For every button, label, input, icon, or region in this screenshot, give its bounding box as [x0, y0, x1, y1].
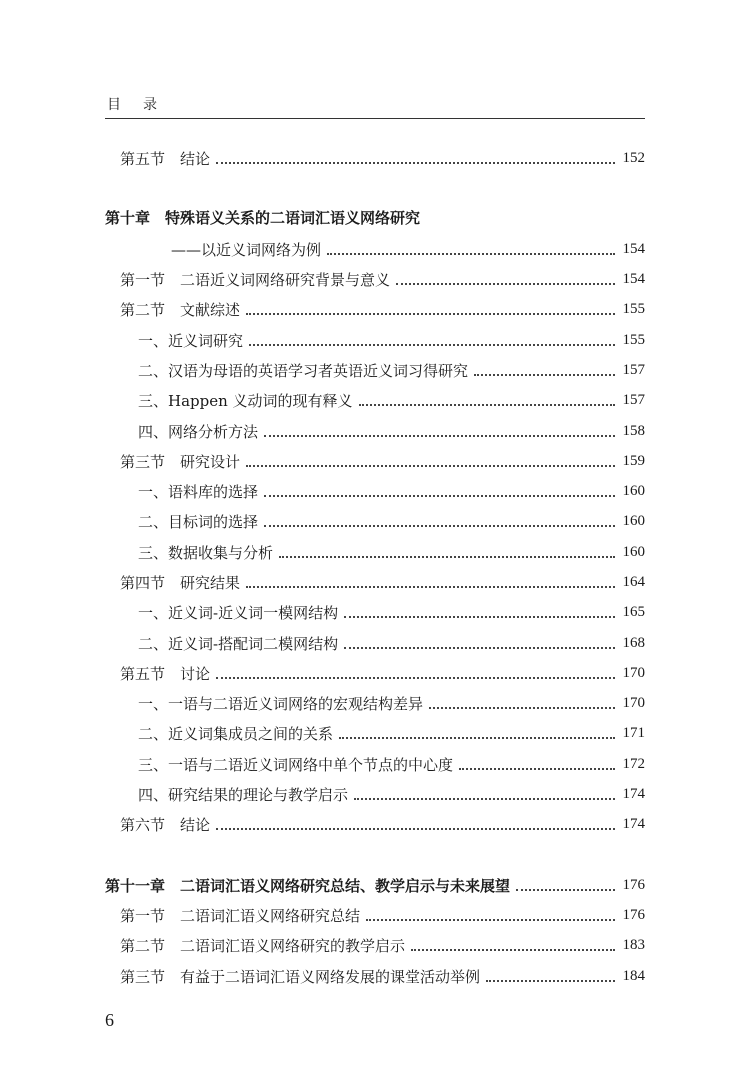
toc-entry[interactable] [138, 388, 645, 412]
toc-entry-label: 三、一语与二语近义词网络中单个节点的中心度 [138, 755, 454, 774]
toc-entry[interactable] [120, 933, 645, 957]
toc-entry-page: 174 [622, 815, 645, 832]
toc-entry-label: 第二节 文献综述 [120, 300, 241, 319]
toc-entry-page: 154 [622, 240, 645, 257]
toc-leader-dots [429, 706, 615, 709]
toc-entry-page: 160 [622, 543, 645, 560]
toc-entry[interactable] [138, 691, 645, 715]
toc-leader-dots [396, 282, 615, 285]
toc-entry[interactable] [138, 540, 645, 564]
toc-entry-label: 二、近义词-搭配词二模网结构 [138, 634, 339, 653]
toc-entry[interactable] [138, 631, 645, 655]
toc-entry-label: 一、近义词研究 [138, 331, 244, 350]
toc-leader-dots [366, 918, 615, 921]
toc-entry-label: 二、汉语为母语的英语学习者英语近义词习得研究 [138, 361, 469, 380]
toc-leader-dots [354, 797, 615, 800]
toc-entry[interactable] [120, 449, 645, 473]
toc-entry[interactable] [138, 721, 645, 745]
toc-entry[interactable] [138, 358, 645, 382]
toc-leader-dots [327, 252, 615, 255]
toc-entry-label: 第十一章 二语词汇语义网络研究总结、教学启示与未来展望 [105, 876, 511, 895]
toc-entry[interactable] [138, 509, 645, 533]
toc-leader-dots [264, 434, 615, 437]
toc-entry-page: 176 [622, 876, 645, 893]
toc-entry-label: 二、目标词的选择 [138, 512, 259, 531]
toc-entry-label: 第三节 研究设计 [120, 452, 241, 471]
toc-entry-page: 171 [622, 724, 645, 741]
toc-leader-dots [246, 464, 615, 467]
toc-entry-page: 155 [622, 331, 645, 348]
toc-entry-label: 第一节 二语词汇语义网络研究总结 [120, 906, 361, 925]
toc-entry-label: 第五节 讨论 [120, 664, 211, 683]
toc-leader-dots [411, 948, 615, 951]
toc-leader-dots [249, 343, 615, 346]
toc-entry[interactable] [171, 237, 645, 261]
toc-entry-page: 157 [622, 391, 645, 408]
toc-entry-page: 170 [622, 694, 645, 711]
toc-entry[interactable] [120, 903, 645, 927]
toc-chapter-title[interactable]: 第十章 特殊语义关系的二语词汇语义网络研究 [105, 209, 421, 227]
toc-leader-dots [264, 524, 615, 527]
toc-entry-page: 160 [622, 512, 645, 529]
toc-entry-label: 三、Happen 义动词的现有释义 [138, 391, 353, 410]
toc-entry[interactable] [120, 146, 645, 170]
toc-leader-dots [264, 494, 615, 497]
toc-leader-dots [246, 585, 615, 588]
toc-entry-label: 三、数据收集与分析 [138, 543, 274, 562]
toc-entry-page: 184 [622, 967, 645, 984]
toc-entry-page: 159 [622, 452, 645, 469]
page-number: 6 [105, 1010, 114, 1030]
toc-entry-label: ——以近义词网络为例 [171, 240, 322, 259]
toc-entry[interactable] [120, 297, 645, 321]
toc-entry[interactable] [138, 419, 645, 443]
toc-entry-page: 152 [622, 149, 645, 166]
toc-entry[interactable] [138, 328, 645, 352]
toc-leader-dots [216, 161, 615, 164]
toc-entry-label: 四、网络分析方法 [138, 422, 259, 441]
toc-entry-label: 二、近义词集成员之间的关系 [138, 724, 334, 743]
toc-entry-page: 172 [622, 755, 645, 772]
toc-entry-page: 168 [622, 634, 645, 651]
toc-entry[interactable] [120, 964, 645, 988]
toc-leader-dots [516, 888, 615, 891]
toc-entry-label: 一、一语与二语近义词网络的宏观结构差异 [138, 694, 424, 713]
toc-leader-dots [216, 827, 615, 830]
toc-entry-page: 165 [622, 603, 645, 620]
toc-entry[interactable] [120, 812, 645, 836]
toc-entry-page: 154 [622, 270, 645, 287]
toc-leader-dots [486, 979, 615, 982]
toc-entry-label: 第二节 二语词汇语义网络研究的教学启示 [120, 936, 406, 955]
toc-leader-dots [359, 403, 615, 406]
toc-entry-label: 四、研究结果的理论与教学启示 [138, 785, 349, 804]
toc-entry[interactable] [138, 600, 645, 624]
toc-entry-page: 170 [622, 664, 645, 681]
toc-entry-label: 第六节 结论 [120, 815, 211, 834]
toc-leader-dots [474, 373, 615, 376]
toc-entry[interactable] [138, 752, 645, 776]
toc-leader-dots [279, 555, 615, 558]
toc-entry-page: 158 [622, 422, 645, 439]
toc-entry-page: 174 [622, 785, 645, 802]
toc-entry[interactable] [120, 661, 645, 685]
toc-entry-page: 160 [622, 482, 645, 499]
toc-entry[interactable] [120, 267, 645, 291]
toc-entry-page: 183 [622, 936, 645, 953]
toc-entry-label: 第三节 有益于二语词汇语义网络发展的课堂活动举例 [120, 967, 481, 986]
toc-leader-dots [459, 767, 615, 770]
toc-entry-label: 一、语料库的选择 [138, 482, 259, 501]
toc-leader-dots [344, 646, 615, 649]
toc-chapter-entry[interactable] [105, 873, 645, 897]
toc-entry[interactable] [138, 479, 645, 503]
toc-entry[interactable] [138, 782, 645, 806]
toc-entry-label: 第五节 结论 [120, 149, 211, 168]
toc-leader-dots [344, 615, 615, 618]
table-of-contents [105, 0, 645, 1085]
toc-entry-page: 157 [622, 361, 645, 378]
toc-entry-page: 176 [622, 906, 645, 923]
toc-entry-page: 155 [622, 300, 645, 317]
toc-entry-label: 第四节 研究结果 [120, 573, 241, 592]
toc-entry[interactable] [120, 570, 645, 594]
toc-entry-label: 第一节 二语近义词网络研究背景与意义 [120, 270, 391, 289]
running-header-title: 目录 [107, 97, 179, 113]
toc-leader-dots [246, 312, 615, 315]
toc-entry-label: 一、近义词-近义词一模网结构 [138, 603, 339, 622]
toc-leader-dots [339, 736, 615, 739]
toc-leader-dots [216, 676, 615, 679]
toc-entry-page: 164 [622, 573, 645, 590]
